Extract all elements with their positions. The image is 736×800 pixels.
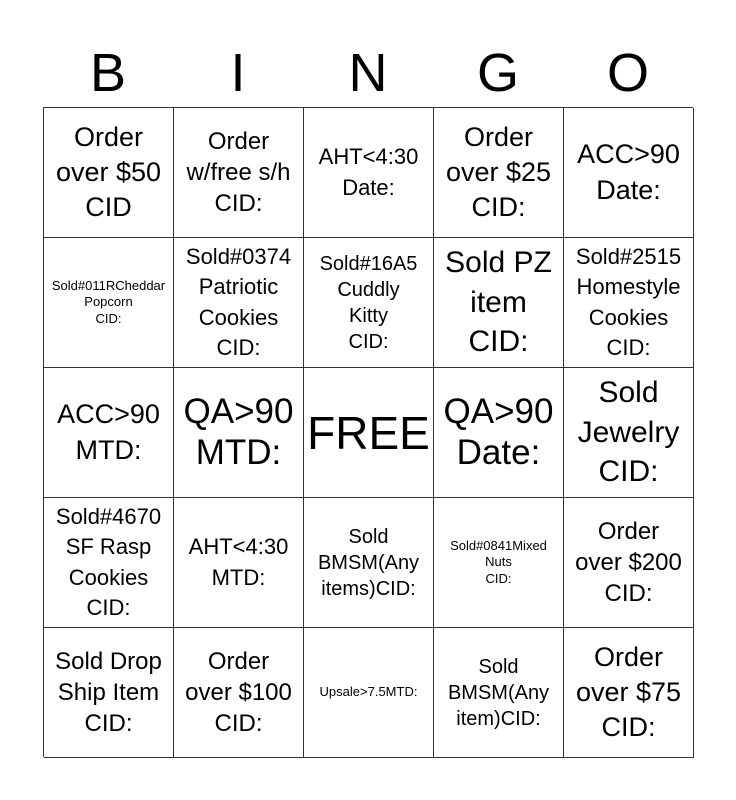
- cell-text: ACC>90 MTD:: [57, 399, 160, 465]
- bingo-cell-r2-c4[interactable]: [434, 238, 564, 368]
- cell-text: Sold Jewelry CID:: [577, 375, 680, 489]
- bingo-cell-r4-c5[interactable]: [564, 498, 694, 628]
- cell-text: Order over $50 CID: [55, 121, 162, 223]
- cell-text: Sold#2515 Homestyle Cookies CID:: [575, 243, 682, 360]
- cell-text: Sold#16A5 Cuddly Kitty CID:: [319, 252, 418, 353]
- bingo-cell-r5-c2[interactable]: [174, 628, 304, 758]
- cell-text: Order over $75 CID:: [575, 641, 682, 743]
- bingo-cell-r3-c5[interactable]: [564, 368, 694, 498]
- header-letter-g: G: [476, 43, 519, 103]
- cell-text: AHT<4:30 Date:: [318, 144, 419, 200]
- bingo-cell-r4-c4[interactable]: [434, 498, 564, 628]
- bingo-cell-r2-c5[interactable]: [564, 238, 694, 368]
- bingo-cell-r1-c4[interactable]: [434, 108, 564, 238]
- bingo-cell-r2-c2[interactable]: [174, 238, 304, 368]
- cell-text: Sold PZ item CID:: [445, 245, 552, 359]
- bingo-cell-r5-c5[interactable]: [564, 628, 694, 758]
- cell-text: AHT<4:30 MTD:: [188, 534, 289, 590]
- bingo-cell-r5-c4[interactable]: [434, 628, 564, 758]
- cell-text: Order over $25 CID:: [445, 121, 552, 223]
- cell-text: Sold#0374 Patriotic Cookies CID:: [185, 243, 292, 360]
- bingo-cell-r2-c1[interactable]: [44, 238, 174, 368]
- cell-text: Sold#0841Mixed Nuts CID:: [450, 538, 547, 586]
- bingo-grid: [43, 107, 693, 757]
- cell-text: Order over $100 CID:: [185, 647, 292, 738]
- bingo-cell-r4-c3[interactable]: [304, 498, 434, 628]
- cell-text: Upsale>7.5MTD:: [319, 684, 418, 700]
- bingo-cell-r3-c4[interactable]: [434, 368, 564, 498]
- cell-text: Order over $200 CID:: [575, 517, 682, 608]
- cell-text: ACC>90 Date:: [577, 139, 680, 205]
- cell-text: QA>90 Date:: [443, 391, 554, 472]
- cell-text: Sold Drop Ship Item CID:: [55, 647, 162, 738]
- bingo-cell-r5-c1[interactable]: [44, 628, 174, 758]
- header-letter-i: I: [230, 43, 246, 103]
- bingo-cell-r1-c5[interactable]: [564, 108, 694, 238]
- bingo-cell-r1-c2[interactable]: [174, 108, 304, 238]
- header-letter-b: B: [89, 43, 127, 103]
- cell-text: Sold#4670 SF Rasp Cookies CID:: [55, 503, 162, 620]
- bingo-header: [43, 40, 693, 106]
- cell-text: Order w/free s/h CID:: [186, 127, 291, 218]
- cell-text: Sold BMSM(Any items)CID:: [317, 525, 420, 600]
- bingo-cell-r3-c1[interactable]: [44, 368, 174, 498]
- header-letter-o: O: [606, 43, 649, 103]
- bingo-cell-r2-c3[interactable]: [304, 238, 434, 368]
- free-space-label: FREE: [307, 406, 430, 459]
- cell-text: QA>90 MTD:: [183, 391, 294, 472]
- bingo-cell-r4-c2[interactable]: [174, 498, 304, 628]
- bingo-cell-free[interactable]: [304, 368, 434, 498]
- cell-text: Sold BMSM(Any item)CID:: [447, 655, 550, 730]
- bingo-cell-r5-c3[interactable]: [304, 628, 434, 758]
- bingo-cell-r3-c2[interactable]: [174, 368, 304, 498]
- bingo-cell-r4-c1[interactable]: [44, 498, 174, 628]
- header-letter-n: N: [348, 43, 388, 103]
- bingo-cell-r1-c1[interactable]: [44, 108, 174, 238]
- cell-text: Sold#011RCheddar Popcorn CID:: [51, 278, 166, 326]
- bingo-cell-r1-c3[interactable]: [304, 108, 434, 238]
